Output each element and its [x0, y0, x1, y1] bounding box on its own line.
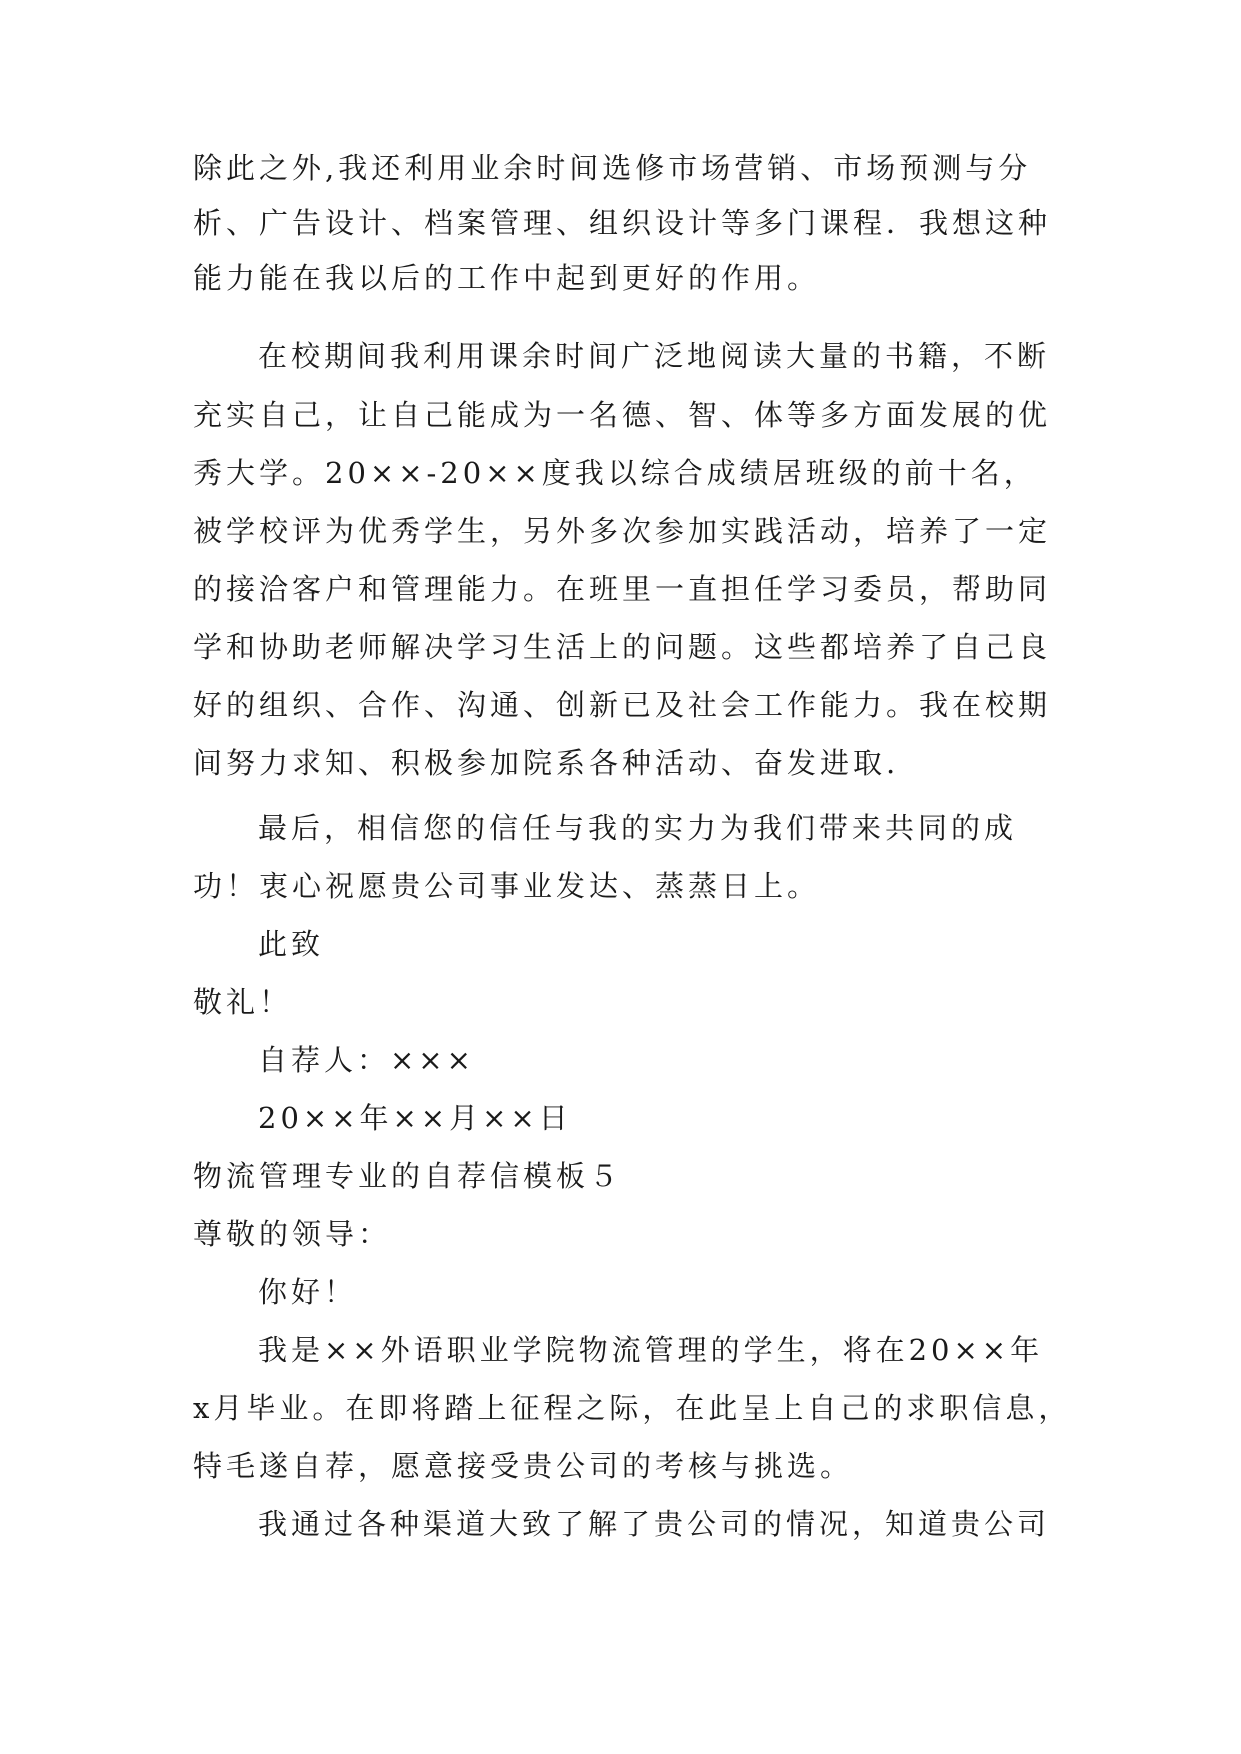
paragraph-line: 最后，相信您的信任与我的实力为我们带来共同的成: [258, 811, 1018, 845]
paragraph-line: 我是××外语职业学院物流管理的学生，将在20××年: [258, 1333, 1044, 1367]
paragraph-line: 我通过各种渠道大致了解了贵公司的情况，知道贵公司: [258, 1507, 1051, 1541]
paragraph-line: 学和协助老师解决学习生活上的问题。这些都培养了自己良: [193, 630, 1052, 664]
paragraph-line: 充实自己，让自己能成为一名德、智、体等多方面发展的优: [193, 398, 1052, 432]
paragraph-line: 的接洽客户和管理能力。在班里一直担任学习委员，帮助同: [193, 572, 1052, 606]
salutation-closing: 敬礼！: [193, 985, 293, 1019]
paragraph-line: 能力能在我以后的工作中起到更好的作用。: [193, 261, 821, 295]
signature-name: 自荐人：×××: [258, 1043, 475, 1077]
paragraph-line: 功！衷心祝愿贵公司事业发达、蒸蒸日上。: [193, 869, 821, 903]
signature-date: 20××年××月××日: [258, 1101, 572, 1135]
paragraph-line: 特毛遂自荐，愿意接受贵公司的考核与挑选。: [193, 1449, 854, 1483]
paragraph-line: 除此之外,我还利用业余时间选修市场营销、市场预测与分: [193, 151, 1032, 185]
paragraph-line: 在校期间我利用课余时间广泛地阅读大量的书籍，不断: [258, 339, 1051, 373]
letter-greeting: 尊敬的领导：: [193, 1217, 392, 1251]
paragraph-line: 好的组织、合作、沟通、创新已及社会工作能力。我在校期: [193, 688, 1052, 722]
salutation-closing: 此致: [258, 927, 325, 961]
paragraph-line: 被学校评为优秀学生，另外多次参加实践活动，培养了一定: [193, 514, 1052, 548]
paragraph-line: 间努力求知、积极参加院系各种活动、奋发进取.: [193, 746, 900, 780]
section-title: 物流管理专业的自荐信模板５: [193, 1159, 623, 1193]
paragraph-line: 析、广告设计、档案管理、组织设计等多门课程．我想这种: [193, 206, 1052, 240]
paragraph-line: x月毕业。在即将踏上征程之际，在此呈上自己的求职信息，: [193, 1391, 1072, 1425]
letter-greeting: 你好！: [258, 1275, 358, 1309]
paragraph-line: 秀大学。20××-20××度我以综合成绩居班级的前十名，: [193, 456, 1037, 490]
